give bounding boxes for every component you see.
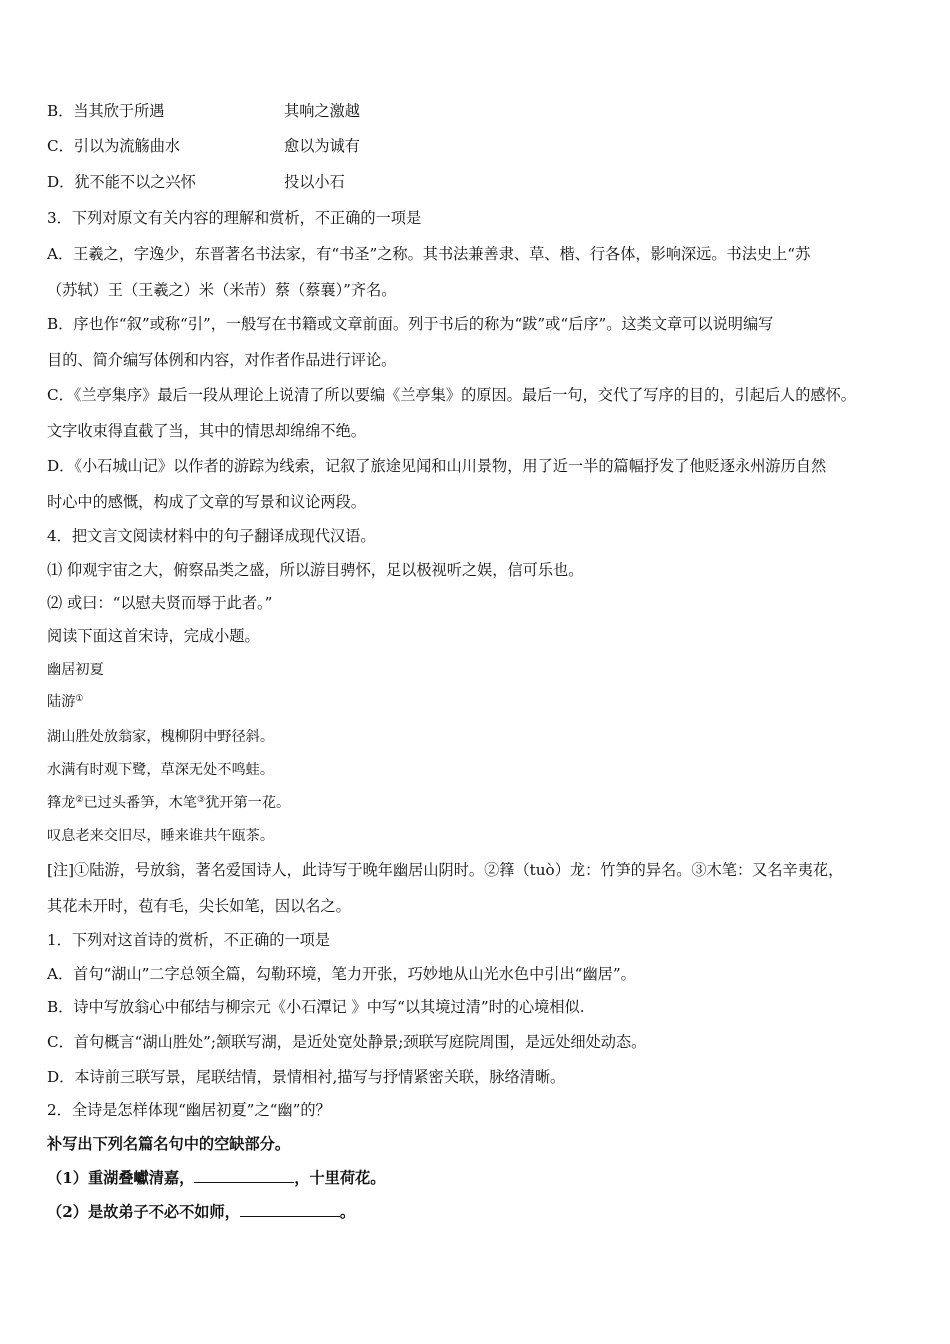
poem-line-4: 叹息老来交旧尽，睡来谁共午瓯茶。 bbox=[47, 828, 275, 844]
poem-line-3-part: 已过头番笋，木笔 bbox=[83, 795, 197, 811]
poem-note-line2: 其花未开时，苞有毛，尖长如笔，因以名之。 bbox=[47, 897, 351, 915]
option-left: D．犹不能不以之兴怀 bbox=[47, 173, 196, 191]
question-4-stem: 4．把文言文阅读材料中的句子翻译成现代汉语。 bbox=[47, 527, 376, 545]
pq1-option-d: D．本诗前三联写景，尾联结情，景情相衬,描写与抒情紧密关联，脉络清晰。 bbox=[47, 1068, 566, 1086]
q3-option-b-line2: 目的、简介编写体例和内容，对作者作品进行评论。 bbox=[47, 351, 397, 369]
q4-sentence-1: ⑴ 仰观宇宙之大，俯察品类之盛，所以游目骋怀，足以极视听之娱，信可乐也。 bbox=[47, 561, 584, 579]
option-row bbox=[47, 135, 910, 157]
fill-item-text: （1）重湖叠巘清嘉， bbox=[47, 1169, 195, 1187]
option-right: 愈以为诚有 bbox=[284, 137, 360, 155]
poem-intro: 阅读下面这首宋诗，完成小题。 bbox=[47, 627, 260, 645]
pq1-option-b: B．诗中写放翁心中郁结与柳宗元《小石潭记 》中写“以其境过清”时的心境相似. bbox=[47, 998, 585, 1016]
q3-option-a-line1: A．王羲之，字逸少，东晋著名书法家，有“书圣”之称。其书法兼善隶、草、楷、行各体，影响深远。书法史上“苏 bbox=[47, 245, 811, 263]
option-left: B．当其欣于所遇 bbox=[47, 102, 165, 120]
question-3-stem: 3．下列对原文有关内容的理解和赏析，不正确的一项是 bbox=[47, 209, 422, 227]
fill-item-text: （2）是故弟子不必不如师， bbox=[47, 1203, 240, 1221]
option-right: 其响之激越 bbox=[284, 102, 360, 120]
q3-option-a-line2: （苏轼）王（王羲之）米（米芾）蔡（蔡襄）”齐名。 bbox=[47, 281, 397, 299]
footnote-mark: ② bbox=[75, 795, 84, 805]
poem-question-1-stem: 1．下列对这首诗的赏析，不正确的一项是 bbox=[47, 931, 331, 949]
poem-author bbox=[47, 691, 910, 713]
q3-option-d-line2: 时心中的感慨，构成了文章的写景和议论两段。 bbox=[47, 493, 366, 511]
footnote-mark: ③ bbox=[196, 795, 206, 805]
fill-blank-item-1 bbox=[47, 1167, 910, 1189]
answer-blank[interactable] bbox=[194, 1168, 294, 1183]
poem-line-2: 水满有时观下鹭，草深无处不鸣蛙。 bbox=[47, 762, 275, 778]
poem-title: 幽居初夏 bbox=[47, 662, 104, 678]
fill-item-text: 。 bbox=[339, 1203, 356, 1221]
option-left: C．引以为流觞曲水 bbox=[47, 137, 181, 155]
pq1-option-a: A．首句“湖山”二字总领全篇，勾勒环境，笔力开张，巧妙地从山光水色中引出“幽居”。 bbox=[47, 965, 636, 983]
q3-option-c-line1: C．《兰亭集序》最后一段从理论上说清了所以要编《兰亭集》的原因。最后一句，交代了写序的目的，引起后人的感怀。 bbox=[47, 386, 856, 404]
pq1-option-c: C．首句概言“湖山胜处”;颔联写湖，是近处宽处静景;颈联写庭院周围，是远处细处动态。 bbox=[47, 1033, 647, 1051]
poem-line-3 bbox=[47, 792, 910, 814]
q3-option-d-line1: D．《小石城山记》以作者的游踪为线索，记叙了旅途见闻和山川景物，用了近一半的篇幅抒发了他贬逐永州游历自然 bbox=[47, 457, 827, 475]
fill-item-text: ，十里荷花。 bbox=[294, 1169, 386, 1187]
fill-blank-heading: 补写出下列名篇名句中的空缺部分。 bbox=[47, 1135, 290, 1153]
answer-blank[interactable] bbox=[240, 1202, 340, 1217]
poem-line-3-part: 犹开第一花。 bbox=[205, 795, 291, 811]
poem-question-2-stem: 2．全诗是怎样体现“幽居初夏”之“幽”的？ bbox=[47, 1101, 331, 1119]
poem-line-1: 湖山胜处放翁家，槐柳阴中野径斜。 bbox=[47, 729, 275, 745]
poem-line-3-part: 箨龙 bbox=[47, 795, 76, 811]
q4-sentence-2: ⑵ 或曰：“以慰夫贤而辱于此者。” bbox=[47, 594, 273, 612]
option-right: 投以小石 bbox=[284, 173, 345, 191]
q3-option-c-line2: 文字收束得直截了当，其中的情思却绵绵不绝。 bbox=[47, 422, 366, 440]
option-row bbox=[47, 171, 910, 193]
footnote-mark: ① bbox=[75, 694, 84, 704]
q3-option-b-line1: B．序也作“叙”或称“引”，一般写在书籍或文章前面。列于书后的称为“跋”或“后序”。这类文章可以说明编写 bbox=[47, 315, 774, 333]
option-row bbox=[47, 100, 910, 122]
poem-author-name: 陆游 bbox=[47, 694, 76, 710]
poem-note-line1: [注]①陆游，号放翁，著名爱国诗人，此诗写于晚年幽居山阴时。②箨（tuò）龙：竹笋的异名。③木笔：又名辛夷花， bbox=[47, 861, 844, 879]
fill-blank-item-2 bbox=[47, 1201, 910, 1223]
